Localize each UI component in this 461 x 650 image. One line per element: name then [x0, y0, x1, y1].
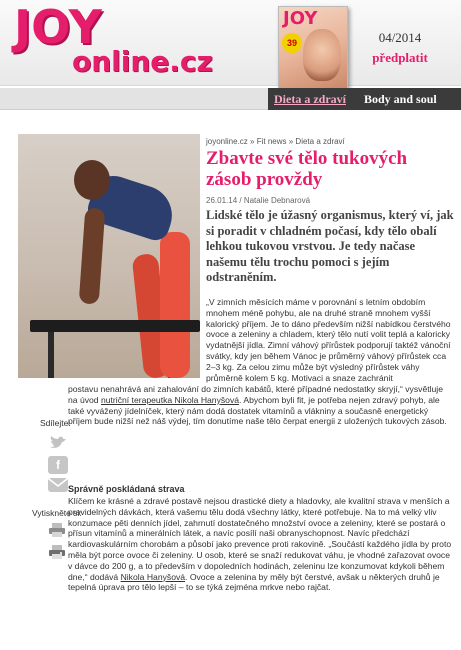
article-subheading: Správně poskládaná strava — [68, 484, 185, 494]
nav-spacer — [0, 88, 268, 110]
issue-date: 04/2014 — [378, 30, 422, 45]
site-logo-subtitle[interactable]: online.cz — [72, 45, 213, 78]
issue-box — [356, 28, 444, 78]
printer-icon[interactable] — [48, 522, 66, 538]
breadcrumb-fit-news[interactable]: Fit news — [256, 137, 287, 146]
article-author[interactable]: Natalie Debnarová — [243, 196, 311, 205]
print-label: Vytiskněte si: — [32, 508, 82, 518]
article-photo — [18, 134, 200, 378]
magazine-title: JOY — [283, 8, 318, 29]
article-paragraph-1-continued: postavu nenahrává ani zahalování do zimních kabátů, které případné nedostatky skryjí,“ vysvětluje na úvod nutriční terapeutka Nikola Hanyšová. Abychom byli fit, je potřeba nejen zdravý pohyb, ale také vyvážený jídelníček, který nám dodá dostatek vitamínů a vlákniny a současně energetický příjem bude nižší než náš výdej, tím donutíme naše tělo čerpat energii z uložených tukových zásob. — [68, 384, 447, 427]
twitter-icon[interactable] — [48, 434, 68, 452]
main-nav — [268, 88, 461, 110]
article-date: 26.01.14 — [206, 196, 238, 205]
breadcrumb-home[interactable]: joyonline.cz — [206, 137, 248, 146]
magazine-badge: 39 — [282, 33, 302, 53]
subscribe-link[interactable]: předplatit — [372, 50, 428, 65]
article-title: Zbavte své tělo tukových zásob provždy — [206, 148, 408, 190]
print-preview-icon[interactable] — [48, 544, 66, 560]
nutritionist-link-2[interactable]: Nikola Hanyšová — [120, 571, 186, 582]
nav-item-body-soul[interactable]: Body and soul — [364, 92, 437, 106]
article-paragraph-2: Klíčem ke krásné a zdravé postavě nejsou drastické diety a hladovky, ale kvalitní strava v menších a pravidelných dávkách, která vašemu tělu dodá všechny látky, které potřebuje. Na to má velký vliv konzumace pěti denních jídel, zahrnutí dostatečného množství ovoce a zeleniny, které se postará o přísun vitamínů a minerálních látek, a navíc posílí naši obranyschopnost. Navíc předchází kardiovaskulárním chorobám a působí jako prevence proti rakovině. „Součástí každého jídla by proto měla být porce ovoce či zeleniny. U osob, které se snaží redukovat váhu, je vhodné zařazovat ovoce v dávce do 200 g, a to především v dopoledních hodinách, zeleninu lze konzumovat kdykoli během dne,“ dodává Nikola Hanyšová. Ovoce a zelenina by měly být čerstvé, avšak u některých druhů je tepelná úprava pro tělo lepší – to se týká zejména mrkve nebo rajčat. — [68, 496, 452, 593]
share-label: Sdílejte: — [40, 418, 71, 428]
cover-model-image — [303, 29, 341, 81]
site-header — [0, 0, 461, 110]
breadcrumb: joyonline.cz » Fit news » Dieta a zdraví — [206, 137, 345, 146]
nav-item-dieta[interactable]: Dieta a zdraví — [274, 92, 346, 106]
magazine-cover[interactable] — [278, 6, 348, 94]
article-lead: Lidské tělo je úžasný organismus, který ví, jak si poradit v chladném počasí, kdy tělo obalí lehkou tukovou vrstvou. Je tedy načase našemu tělu trochu pomoci s jejím odstraněním. — [206, 208, 454, 284]
article-meta: 26.01.14 / Natalie Debnarová — [206, 196, 311, 205]
site-logo[interactable]: JOY — [14, 0, 102, 54]
facebook-icon[interactable]: f — [48, 456, 68, 474]
email-icon[interactable] — [48, 478, 68, 492]
nutritionist-link[interactable]: nutriční terapeutka Nikola Hanyšová — [100, 394, 240, 405]
article-paragraph-1: „V zimních měsících máme v porovnání s letním obdobím mnohem méně pohybu, ale na druhé straně mnohem vyšší kalorický příjem. Je to dáno především nižší nabídkou čerstvého ovoce a zeleniny a chladem, který tělo nutí volit teplá a kaloricky vydatnější jídla. Zimní váhový přírůstek podporují taktéž vánoční svátky, kdy jen během Vánoc je průměrný váhový přírůstek cca 2–3 kg. Za celou zimu může být výsledný přírůstek váhy průměrně kolem 5 kg. Motivaci a snaze zachránit — [206, 297, 451, 383]
breadcrumb-category[interactable]: Dieta a zdraví — [295, 137, 345, 146]
